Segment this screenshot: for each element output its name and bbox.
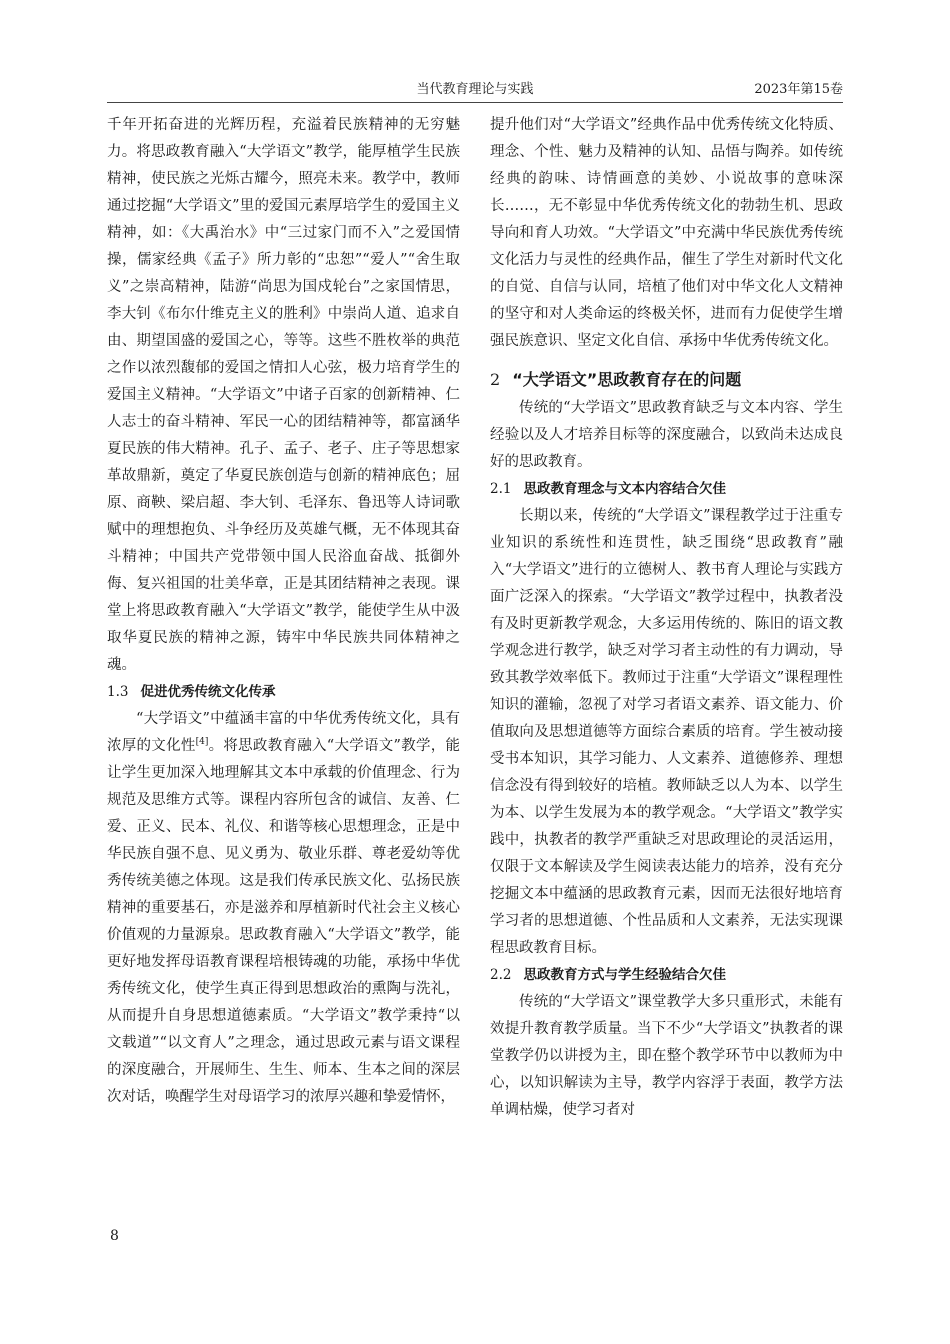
body-paragraph: 传统的“大学语文”思政教育缺乏与文本内容、学生经验以及人才培养目标等的深度融合，以致尚未达成良好的思政教育。 [490,400,843,470]
section-number: 2.1 [490,481,512,497]
section-title: 思政教育方式与学生经验结合欠佳 [523,967,726,983]
section-heading-2-2 [490,962,843,989]
journal-title: 当代教育理论与实践 [416,82,534,97]
section-title: 思政教育理念与文本内容结合欠佳 [523,481,726,497]
body-paragraph: 千年开拓奋进的光辉历程，充溢着民族精神的无穷魅力。将思政教育融入“大学语文”教学，能厚植学生民族精神，使民族之光烁古耀今，照亮未来。教学中，教师通过挖掘“大学语文”里的爱国元素厚培学生的爱国主义精神，如：《大禹治水》中“三过家门而不入”之爱国情操，儒家经典《孟子》所力彰的“忠恕”“爱人”“舍生取义”之崇高精神，陆游“尚思为国戍轮台”之家国情思，李大钊《布尔什维克主义的胜利》中崇尚人道、追求自由、期望国盛的爱国之心，等等。这些不胜枚举的典范之作以浓烈馥郁的爱国之情扣人心弦，极力培育学生的爱国主义精神。“大学语文”中诸子百家的创新精神、仁人志士的奋斗精神、军民一心的团结精神等，都富涵华夏民族的伟大精神。孔子、孟子、老子、庄子等思想家革故鼎新，奠定了华夏民族创造与创新的精神底色；屈原、商鞅、梁启超、李大钊、毛泽东、鲁迅等人诗词歌赋中的理想抱负、斗争经历及英雄气概，无不体现其奋斗精神；中国共产党带领中国人民浴血奋战、抵御外侮、复兴祖国的壮美华章，正是其团结精神之表现。课堂上将思政教育融入“大学语文”教学，能使学生从中汲取华夏民族的精神之源，铸牢中华民族共同体精神之魂。 [107,117,460,673]
body-paragraph [107,706,460,1111]
right-column [490,112,843,1124]
section-heading-1-3 [107,679,460,706]
section-number: 2 [490,370,501,389]
citation-ref: [4] [195,737,209,748]
section-heading-2-1 [490,476,843,503]
body-paragraph: 传统的“大学语文”课堂教学大多只重形式，未能有效提升教育教学质量。当下不少“大学语文”执教者的课堂教学仍以讲授为主，即在整个教学环节中以教师为中心，以知识解读为主导，教学内容浮于表面，教学方法单调枯燥，使学习者对 [490,994,843,1118]
section-heading-2 [490,365,843,395]
paragraph-text: 。将思政教育融入“大学语文”教学，能让学生更加深入地理解其文本中承载的价值理念、行为规范及思维方式等。课程内容所包含的诚信、友善、仁爱、正义、民本、礼仪、和谐等核心思想理念，正是中华民族自强不息、见义勇为、敬业乐群、尊老爱幼等优秀传统美德之体现。这是我们传承民族文化、弘扬民族精神的重要基石，亦是滋养和厚植新时代社会主义核心价值观的力量源泉。思政教育融入“大学语文”教学，能更好地发挥母语教育课程培根铸魂的功能，承扬中华优秀传统文化，使学生真正得到思想政治的熏陶与洗礼，从而提升自身思想道德素质。“大学语文”教学秉持“以文载道”“以文育人”之理念，通过思政元素与语文课程的深度融合，开展师生、生生、师本、生本之间的深层次对话，唤醒学生对母语学习的浓厚兴趣和挚爱情怀， [107,738,460,1105]
running-header [107,80,843,103]
body-paragraph: 提升他们对“大学语文”经典作品中优秀传统文化特质、理念、个性、魅力及精神的认知、品悟与陶养。如传统经典的韵味、诗情画意的美妙、小说故事的意味深长……，无不彰显中华优秀传统文化的勃勃生机、思政导向和育人功效。“大学语文”中充满中华民族优秀传统文化活力与灵性的经典作品，催生了学生对新时代文化的自觉、自信与认同，培植了他们对中华文化人文精神的坚守和对人类命运的终极关怀，进而有力促使学生增强民族意识、坚定文化自信、承扬中华优秀传统文化。 [490,117,843,349]
section-number: 1.3 [107,684,129,700]
page-number: 8 [110,1228,119,1244]
section-title: “大学语文”思政教育存在的问题 [512,370,742,389]
left-column [107,112,460,1111]
paragraph-text: “大学语文”中蕴涵丰富的中华优秀传统文化，具有浓厚的文化性 [107,711,460,754]
issue-label: 2023年第15卷 [754,82,843,97]
section-number: 2.2 [490,967,512,983]
section-title: 促进优秀传统文化传承 [140,684,276,700]
body-paragraph: 长期以来，传统的“大学语文”课程教学过于注重专业知识的系统性和连贯性，缺乏围绕“思政教育”融入“大学语文”进行的立德树人、教书育人理论与实践方面广泛深入的探索。“大学语文”教学过程中，执教者没有及时更新教学观念，大多运用传统的、陈旧的语文教学观念进行教学，缺乏对学习者主动性的有力调动，导致其教学效率低下。教师过于注重“大学语文”课程理性知识的灌输，忽视了对学习者语文素养、语文能力、价值取向及思想道德等方面综合素质的培育。学生被动接受书本知识，其学习能力、人文素养、道德修养、理想信念没有得到较好的培植。教师缺乏以人为本、以学生为本、以学生发展为本的教学观念。“大学语文”教学实践中，执教者的教学严重缺乏对思政理论的灵活运用，仅限于文本解读及学生阅读表达能力的培养，没有充分挖掘文本中蕴涵的思政教育元素，因而无法很好地培育学习者的思想道德、个性品质和人文素养，无法实现课程思政教育目标。 [490,508,843,956]
